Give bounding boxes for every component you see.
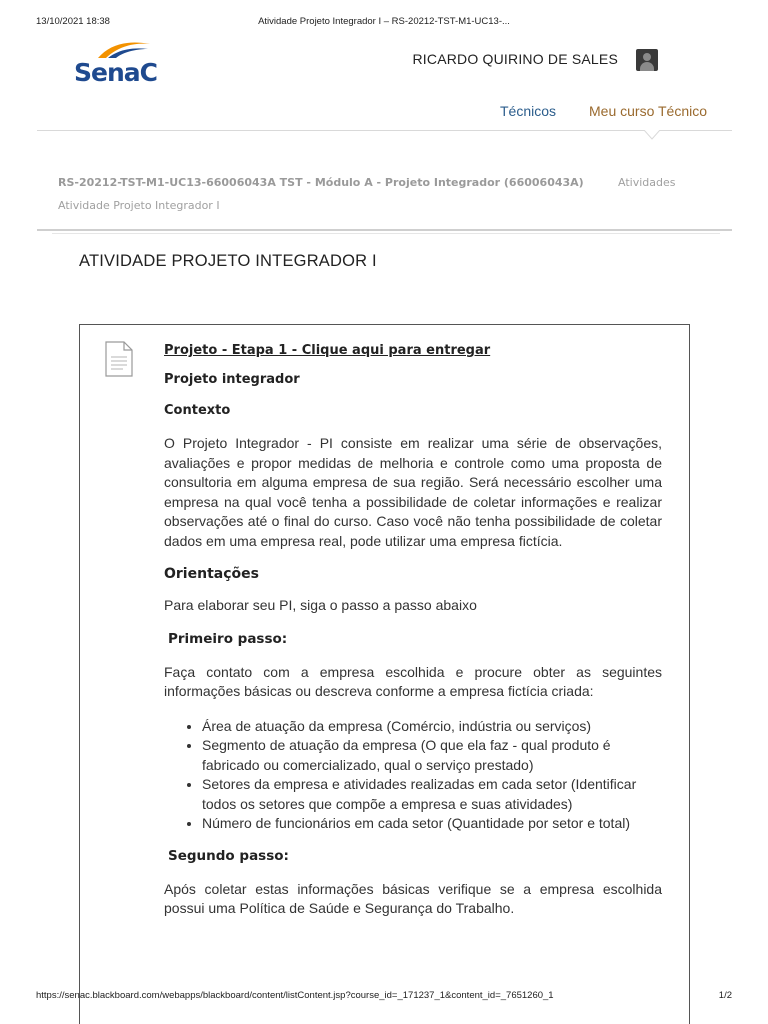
header-divider bbox=[37, 130, 732, 131]
print-header bbox=[36, 16, 732, 30]
list-item: • Número de funcionários em cada setor (Quantidade por setor e total) bbox=[202, 814, 662, 834]
avatar-head-shape bbox=[643, 53, 651, 61]
nav-meu-curso[interactable]: Meu curso Técnico bbox=[589, 103, 708, 119]
submit-project-link[interactable]: Projeto - Etapa 1 - Clique aqui para entregar bbox=[164, 343, 491, 358]
list-item: • Segmento de atuação da empresa (O que ela faz - qual produto é fabricado ou comercializado, qual o serviço prestado) bbox=[202, 736, 662, 775]
active-caret-icon bbox=[644, 130, 660, 140]
breadcrumb-shadow bbox=[52, 233, 720, 234]
list-item: • Área de atuação da empresa (Comércio, indústria ou serviços) bbox=[202, 717, 662, 737]
breadcrumb-activities[interactable]: Atividades bbox=[618, 176, 676, 189]
print-url: https://senac.blackboard.com/webapps/blackboard/content/listContent.jsp?course_id=_171237_1&content_id=_7651260_1 bbox=[36, 990, 554, 1001]
logo-swoosh-icon bbox=[96, 38, 152, 60]
print-doc-title: Atividade Projeto Integrador I – RS-20212-TST-M1-UC13-... bbox=[258, 16, 510, 27]
step1-list bbox=[164, 717, 662, 834]
orientacoes-text: Para elaborar seu PI, siga o passo a passo abaixo bbox=[164, 597, 477, 613]
step2-heading: Segundo passo: bbox=[168, 847, 289, 864]
orientacoes-heading: Orientações bbox=[164, 566, 259, 582]
document-icon bbox=[105, 341, 133, 377]
breadcrumb-course[interactable]: RS-20212-TST-M1-UC13-66006043A TST - Módulo A - Projeto Integrador (66006043A) bbox=[58, 176, 584, 189]
content-item bbox=[79, 324, 690, 1024]
avatar-body-shape bbox=[640, 62, 654, 71]
step2-text: Após coletar estas informações básicas verifique se a empresa escolhida possui uma Política de Saúde e Segurança do Trabalho. bbox=[164, 880, 662, 916]
logo-text: SenaC bbox=[74, 58, 157, 87]
nav-tecnicos[interactable]: Técnicos bbox=[500, 103, 557, 119]
breadcrumb-current: Atividade Projeto Integrador I bbox=[58, 199, 220, 212]
context-text: O Projeto Integrador - PI consiste em realizar uma série de observações, avaliações e propor medidas de melhoria e controle como uma proposta de consultoria em alguma empresa de sua região. Será necessário escolher uma empresa na qual você tenha a possibilidade de coletar informações e realizar observações até o final do curso. Caso você não tenha possibilidade de coletar dados em uma empresa real, pode utilizar uma empresa fictícia. bbox=[164, 435, 662, 549]
print-footer bbox=[36, 990, 732, 1004]
step1-heading: Primeiro passo: bbox=[168, 630, 288, 647]
content-body bbox=[164, 343, 662, 934]
breadcrumb-divider bbox=[37, 229, 732, 231]
senac-logo[interactable] bbox=[74, 38, 156, 90]
context-heading: Contexto bbox=[164, 403, 231, 418]
user-name[interactable]: RICARDO QUIRINO DE SALES bbox=[412, 51, 618, 67]
print-page-number: 1/2 bbox=[718, 990, 732, 1001]
step1-text: Faça contato com a empresa escolhida e procure obter as seguintes informações básicas ou descreva conforme a empresa fictícia criada: bbox=[164, 663, 662, 699]
page-title: ATIVIDADE PROJETO INTEGRADOR I bbox=[79, 252, 377, 270]
print-date: 13/10/2021 18:38 bbox=[36, 16, 110, 27]
list-item: • Setores da empresa e atividades realizadas em cada setor (Identificar todos os setores que compõe a empresa e suas atividades) bbox=[202, 775, 662, 814]
subtitle: Projeto integrador bbox=[164, 372, 300, 387]
avatar[interactable] bbox=[636, 49, 658, 71]
